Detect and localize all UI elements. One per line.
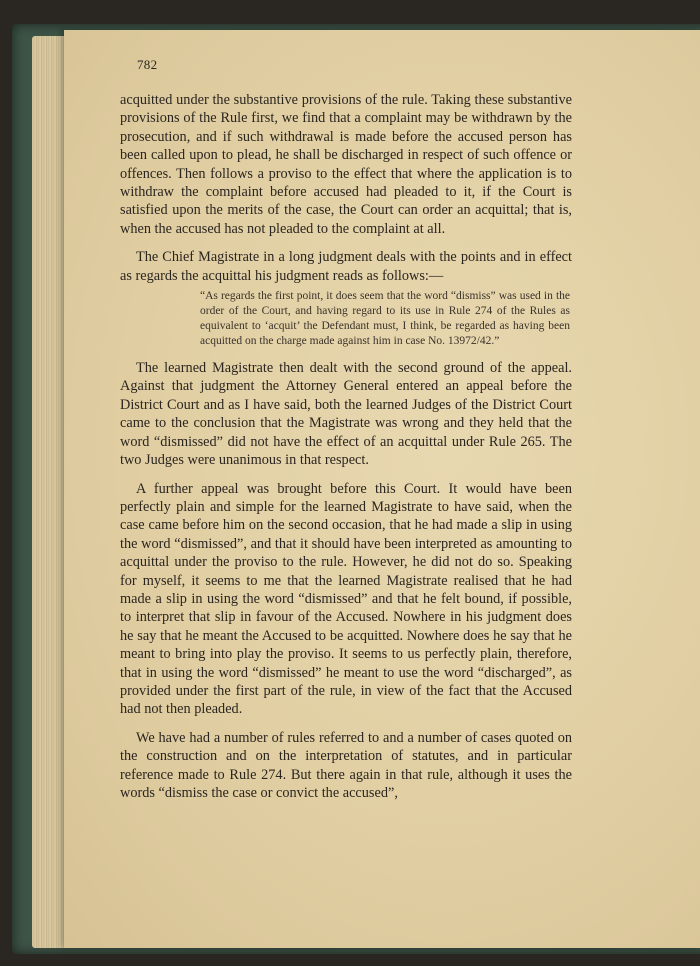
paragraph-4: A further appeal was brought before this Court. It would have been perfectly plain and simple for the learned Magistrate to have said, when the case came before him on the second occasion, that he had made a slip in using the word “dismissed”, and that it should have been interpreted as amounting to acquittal under the proviso to the rule. However, he did not do so. Speaking for myself, it seems to me that the learned Magistrate realised that he had made a slip in using the word “dismissed” and that he felt bound, if possible, to interpret that slip in favour of the Accused. Nowhere in his judgment does he say that he meant the Accused to be acquitted. Nowhere does he say that he meant to bring into play the proviso. It seems to us perfectly plain, therefore, that in using the word “dismissed” he meant to use the word “discharged”, as provided under the first part of the rule, in view of the fact that the Accused had not then pleaded. bbox=[120, 480, 572, 718]
paragraph-3: The learned Magistrate then dealt with the second ground of the appeal. Against that judgment the Attorney General entered an appeal before the District Court and as I have said, both the learned Judges of the District Court came to the conclusion that the Magistrate was wrong and they held that the word “dismissed” did not have the effect of an acquittal under Rule 265. The two Judges were unanimous in that respect. bbox=[120, 360, 572, 469]
paragraph-1: acquitted under the substantive provisions of the rule. Taking these substantive provisions of the Rule first, we find that a complaint may be withdrawn by the prosecution, and if such withdrawal is made before the accused person has been called upon to plead, he shall be discharged in respect of such offence or offences. Then follows a proviso to the effect that where the application is to withdraw the complaint before accused had pleaded to it, if the Court is satisfied upon the merits of the case, the Court can order an acquittal; that is, when the accused has not pleaded to the complaint at all. bbox=[120, 92, 572, 237]
block-quote: “As regards the first point, it does seem that the word “dismiss” was used in the order of the Court, and having regard to its use in Rule 274 of the Rules as equivalent to ‘acquit’ the Defendant must, I think, be regarded as having been acquitted on the charge made against him in case No. 13972/42.” bbox=[200, 290, 570, 348]
paragraph-5: We have had a number of rules referred to and a number of cases quoted on the construction and on the interpretation of statutes, and in particular reference made to Rule 274. But there again in that rule, although it uses the words “dismiss the case or convict the accused”, bbox=[120, 729, 572, 801]
body-text bbox=[120, 91, 572, 812]
page-number: 782 bbox=[137, 57, 158, 72]
paragraph-2: The Chief Magistrate in a long judgment deals with the points and in effect as regards the acquittal his judgment reads as follows:— bbox=[120, 249, 572, 284]
